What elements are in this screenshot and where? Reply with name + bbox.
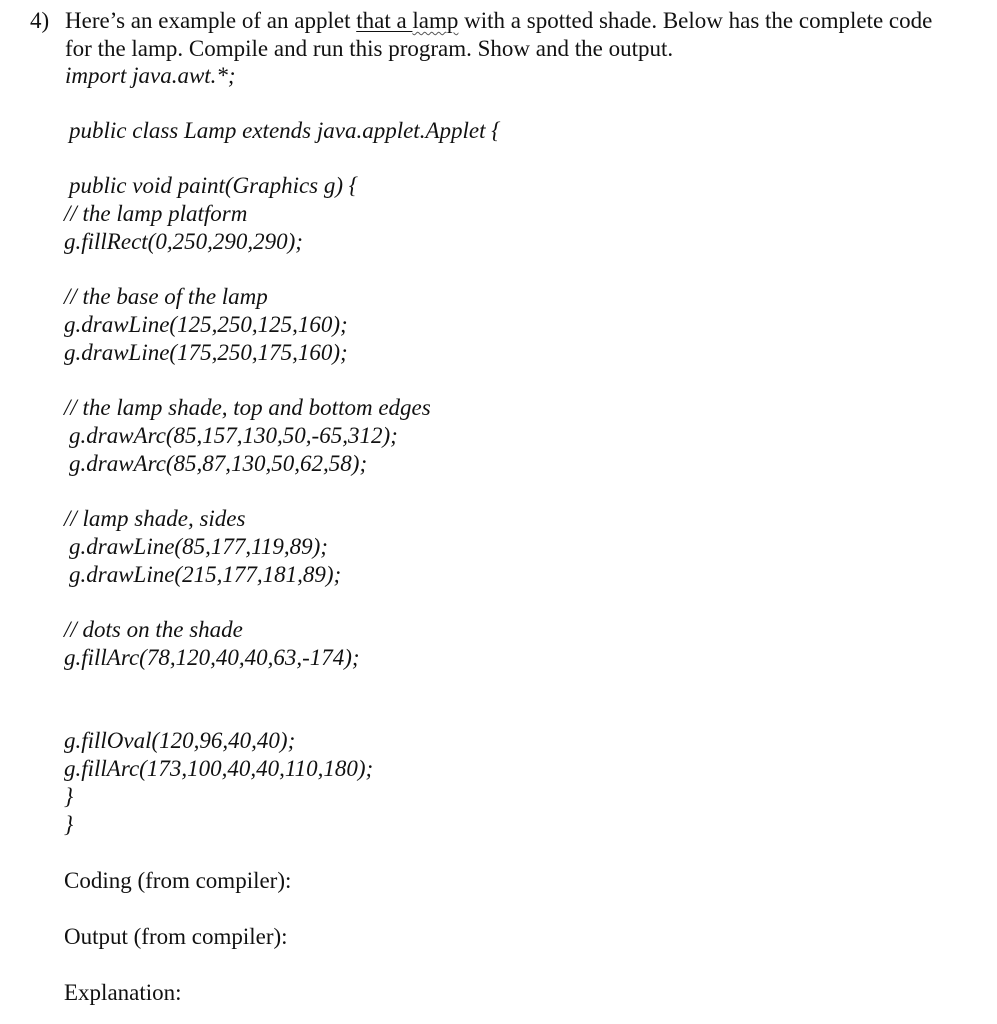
- code-dot-arc: g.fillArc(78,120,40,40,63,-174);: [64, 645, 360, 670]
- section-output-label: Output (from compiler):: [64, 924, 288, 949]
- code-comment-sides: // lamp shade, sides: [64, 506, 246, 531]
- code-import: import java.awt.*;: [65, 63, 236, 88]
- question-line-1-after: with a spotted shade. Below has the complete code: [458, 8, 933, 33]
- code-method-declaration: public void paint(Graphics g) {: [69, 173, 358, 198]
- code-close-brace-class: }: [64, 812, 74, 837]
- code-comment-shade-edges: // the lamp shade, top and bottom edges: [64, 395, 431, 420]
- question-line-1-underlined: that a: [356, 8, 413, 33]
- code-dot-arc-2: g.fillArc(173,100,40,40,110,180);: [64, 756, 374, 781]
- code-class-declaration: public class Lamp extends java.applet.Applet {: [69, 118, 501, 143]
- question-line-1: [65, 9, 932, 32]
- section-explanation-label: Explanation:: [64, 980, 182, 1005]
- code-comment-base: // the base of the lamp: [64, 284, 268, 309]
- code-base-line-2: g.drawLine(175,250,175,160);: [64, 340, 348, 365]
- code-arc-1: g.drawArc(85,157,130,50,-65,312);: [69, 423, 398, 448]
- code-arc-2: g.drawArc(85,87,130,50,62,58);: [69, 451, 368, 476]
- code-comment-dots: // dots on the shade: [64, 617, 243, 642]
- question-line-1-spellcheck-word: lamp: [412, 8, 459, 33]
- code-comment-platform: // the lamp platform: [64, 201, 248, 226]
- question-number: 4): [30, 8, 50, 33]
- code-side-1: g.drawLine(85,177,119,89);: [69, 534, 328, 559]
- question-line-1-before: Here’s an example of an applet: [65, 8, 357, 33]
- code-platform-rect: g.fillRect(0,250,290,290);: [64, 229, 303, 254]
- code-base-line-1: g.drawLine(125,250,125,160);: [64, 312, 348, 337]
- code-close-brace-method: }: [64, 784, 74, 809]
- code-fill-oval: g.fillOval(120,96,40,40);: [64, 728, 296, 753]
- section-coding-label: Coding (from compiler):: [64, 868, 292, 893]
- question-line-2: for the lamp. Compile and run this program. Show and the output.: [65, 36, 674, 61]
- code-side-2: g.drawLine(215,177,181,89);: [69, 562, 342, 587]
